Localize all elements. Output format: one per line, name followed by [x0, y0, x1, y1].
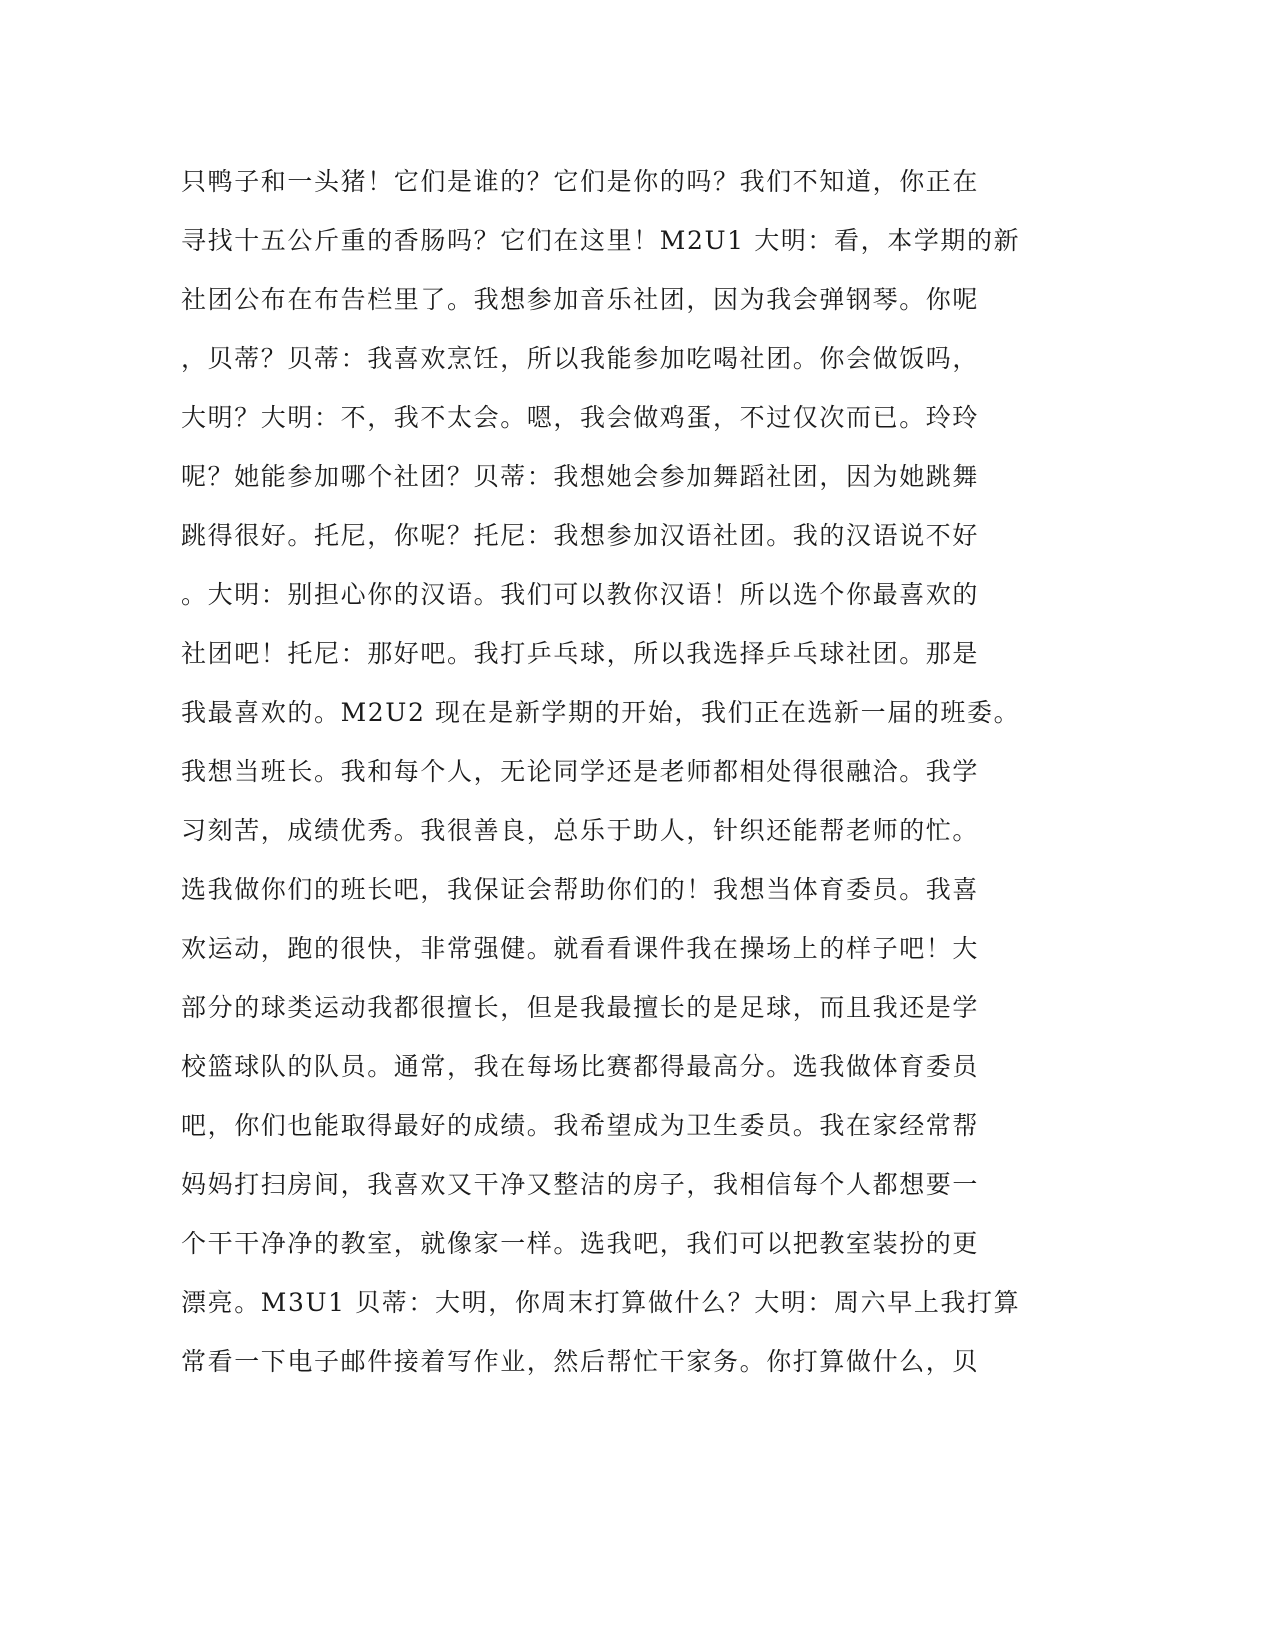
text-line: 吧，你们也能取得最好的成绩。我希望成为卫生委员。我在家经常帮 [181, 1111, 980, 1140]
text-line: 大明？大明：不，我不太会。嗯，我会做鸡蛋，不过仅次而已。玲玲 [181, 403, 980, 432]
text-line: 妈妈打扫房间，我喜欢又干净又整洁的房子，我相信每个人都想要一 [181, 1170, 980, 1199]
text-line: 欢运动，跑的很快，非常强健。就看看课件我在操场上的样子吧！大 [181, 934, 980, 963]
text-line: 常看一下电子邮件接着写作业，然后帮忙干家务。你打算做什么，贝 [181, 1347, 980, 1376]
text-line: 个干干净净的教室，就像家一样。选我吧，我们可以把教室装扮的更 [181, 1229, 980, 1258]
text-line: 我想当班长。我和每个人，无论同学还是老师都相处得很融洽。我学 [181, 757, 980, 786]
text-line: 社团公布在布告栏里了。我想参加音乐社团，因为我会弹钢琴。你呢 [181, 285, 980, 314]
text-line: 呢？她能参加哪个社团？贝蒂：我想她会参加舞蹈社团，因为她跳舞 [181, 462, 980, 491]
text-line: 只鸭子和一头猪！它们是谁的？它们是你的吗？我们不知道，你正在 [181, 167, 980, 196]
text-line: ，贝蒂？贝蒂：我喜欢烹饪，所以我能参加吃喝社团。你会做饭吗， [181, 344, 980, 373]
text-line: 习刻苦，成绩优秀。我很善良，总乐于助人，针织还能帮老师的忙。 [181, 816, 980, 845]
text-line: 我最喜欢的。M2U2 现在是新学期的开始，我们正在选新一届的班委。 [181, 698, 1021, 727]
text-line: 漂亮。M3U1 贝蒂：大明，你周末打算做什么？大明：周六早上我打算 [181, 1288, 1021, 1317]
text-line: 部分的球类运动我都很擅长，但是我最擅长的是足球，而且我还是学 [181, 993, 980, 1022]
text-line: 。大明：别担心你的汉语。我们可以教你汉语！所以选个你最喜欢的 [181, 580, 980, 609]
text-line: 社团吧！托尼：那好吧。我打乒乓球，所以我选择乒乓球社团。那是 [181, 639, 980, 668]
body-text [181, 160, 1061, 1399]
text-line: 跳得很好。托尼，你呢？托尼：我想参加汉语社团。我的汉语说不好 [181, 521, 980, 550]
text-line: 校篮球队的队员。通常，我在每场比赛都得最高分。选我做体育委员 [181, 1052, 980, 1081]
text-line: 寻找十五公斤重的香肠吗？它们在这里！M2U1 大明：看，本学期的新 [181, 226, 1021, 255]
text-line: 选我做你们的班长吧，我保证会帮助你们的！我想当体育委员。我喜 [181, 875, 980, 904]
